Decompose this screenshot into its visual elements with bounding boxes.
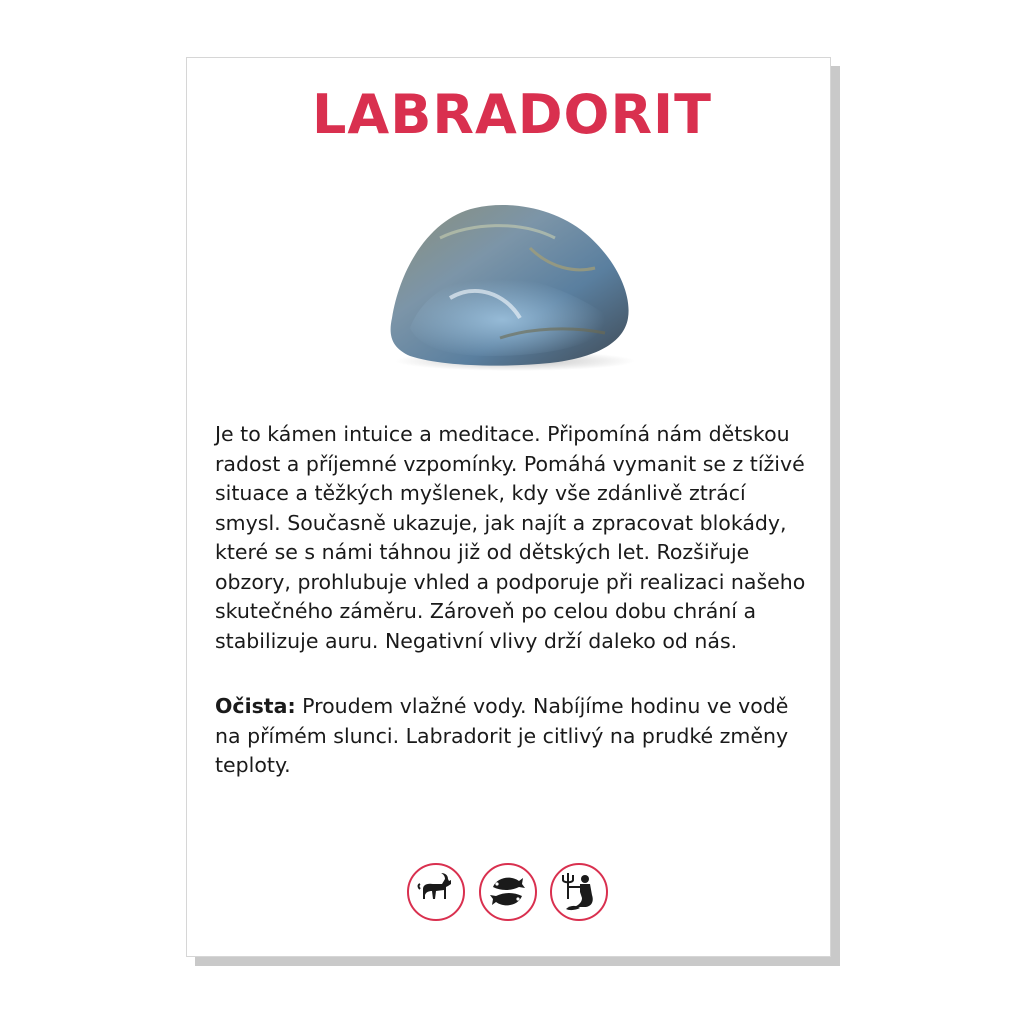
zodiac-signs [407,863,612,925]
cleaning-text: Proudem vlažné vody. Nabíjíme hodinu ve vodě na přímém slunci. Labradorit je citlivý na prudké změny teploty. [215,694,789,777]
cleaning-label: Očista: [215,694,296,718]
aquarius-icon [550,863,608,921]
pisces-icon [479,863,537,921]
labradorite-stone-image [380,198,640,373]
capricorn-icon [407,863,465,921]
stone-description: Je to kámen intuice a meditace. Připomíná nám dětskou radost a příjemné vzpomínky. Pomáhá vymanit se z tíživé situace a těžkých myšlenek, kdy vše zdánlivě ztrácí smysl. Současně ukazuje, jak najít a zpracovat blokády, které se s námi táhnou již od dětských let. Rozšiřuje obzory, prohlubuje vhled a podporuje při realizaci našeho skutečného záměru. Zároveň po celou dobu chrání a stabilizuje auru. Negativní vlivy drží daleko od nás. [215,422,806,653]
cleaning-paragraph [215,692,815,781]
stone-title: LABRADORIT [312,83,712,146]
